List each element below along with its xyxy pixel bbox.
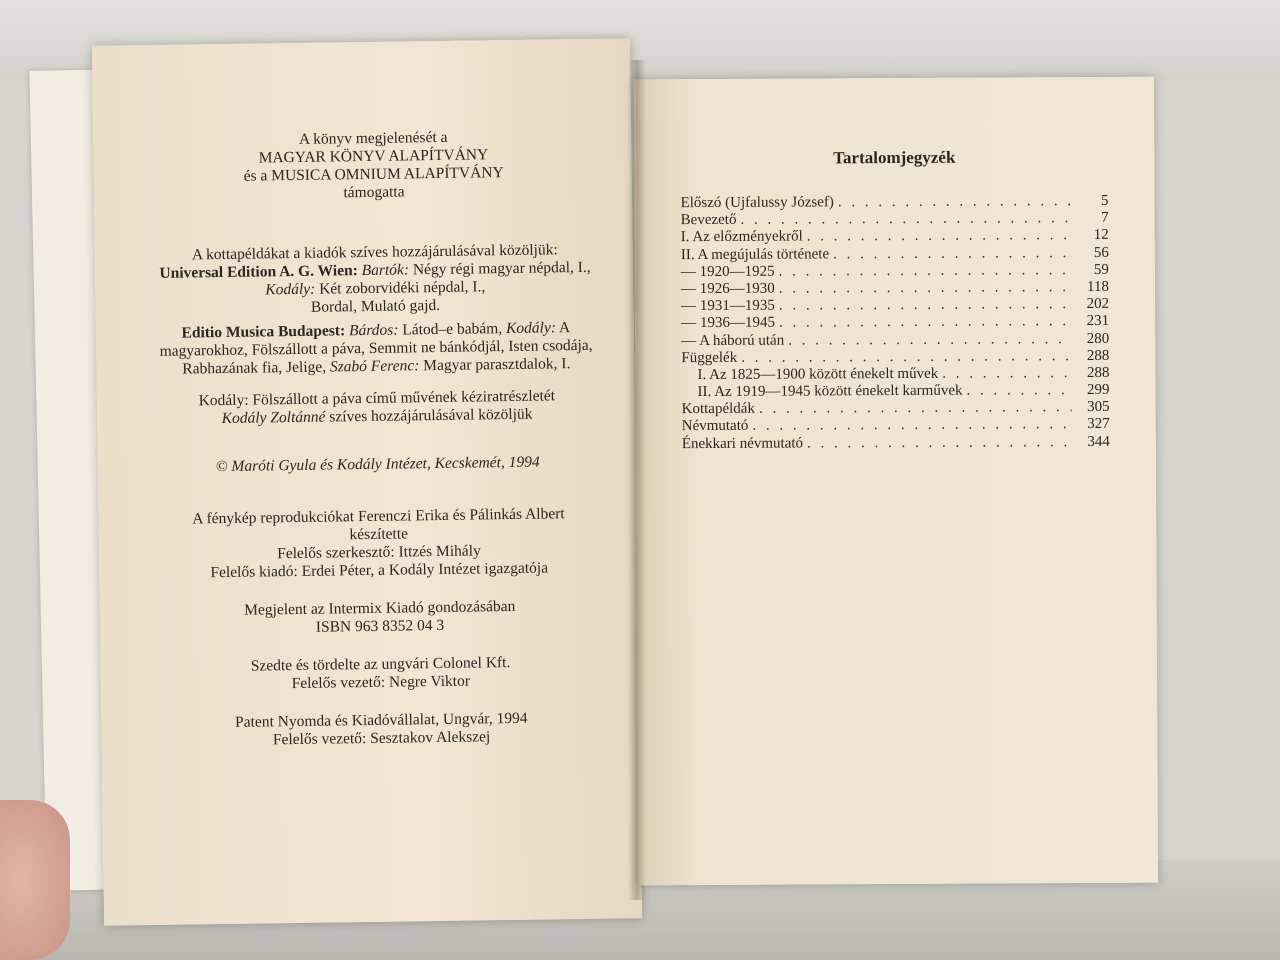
toc-leader-dots (779, 279, 1071, 298)
toc-entry-label: Függelék (681, 349, 738, 366)
toc-entry-label: — A háború után (681, 332, 785, 349)
publisher-responsible: Felelős kiadó: Erdei Péter, a Kodály Intézet igazgatója (210, 559, 549, 582)
holding-finger (0, 800, 70, 960)
support-intro: A könyv megjelenését a (298, 128, 448, 148)
book-gutter (628, 60, 646, 900)
typeset-block (160, 653, 600, 695)
toc-entry (682, 399, 1110, 418)
permissions-intro: A kottapéldákat a kiadók szíves hozzájárulásával közöljük: (191, 241, 558, 264)
toc-leader-dots (942, 365, 1071, 383)
emb-composer-3: Szabó Ferenc: (329, 357, 420, 376)
toc-entry-page: 118 (1086, 278, 1110, 295)
toc-leader-dots (966, 382, 1071, 400)
editor: Felelős szerkesztő: Ittzés Mihály (277, 542, 481, 563)
toc-list (681, 193, 1110, 453)
toc-leader-dots (779, 313, 1071, 332)
typeset-head: Felelős vezető: Negre Viktor (291, 672, 471, 693)
ue-works-1: Négy régi magyar népdal, I., (412, 258, 591, 279)
toc-entry-page: 280 (1086, 330, 1110, 347)
toc-entry-label: — 1920—1925 (680, 263, 775, 280)
toc-entry-label: Bevezető (680, 212, 737, 229)
toc-entry-page: 344 (1087, 433, 1110, 450)
printed-by: Patent Nyomda és Kiadóvállalat, Ungvár, 1994 (234, 709, 528, 731)
toc-entry (681, 227, 1109, 246)
emb-works-2: A magyarokhoz, Fölszállott a páva, Semmit ne bánkódjál, Isten csodája, Rabhazának fia, Jelige, (159, 319, 593, 378)
toc-entry-page: 59 (1093, 261, 1109, 278)
toc-entry-page: 288 (1086, 364, 1110, 381)
manuscript-name: Kodály Zoltánné (221, 408, 326, 428)
emb-composer-1: Bárdos: (348, 321, 399, 340)
toc-entry-label: Énekkari névmutató (681, 435, 804, 452)
manuscript-line-2: szíves hozzájárulásával közöljük (329, 405, 533, 426)
emb-publisher: Editio Musica Budapest: (181, 322, 346, 342)
toc-entry-page: 56 (1093, 244, 1109, 261)
toc-entry-page: 288 (1086, 347, 1110, 364)
right-page (634, 77, 1158, 886)
toc-entry-label: II. A megújulás története (680, 245, 830, 263)
emb-composer-2: Kodály: (505, 319, 557, 338)
toc-entry-label: I. Az előzményekről (680, 228, 803, 246)
toc-entry-label: Kottapéldák (681, 400, 755, 418)
ue-composer-1: Bartók: (361, 261, 410, 280)
copyright: © Maróti Gyula és Kodály Intézet, Kecskemét, 1994 (215, 453, 540, 476)
manuscript-line-1: Kodály: Fölszállott a páva című művének kéziratrészletét (198, 387, 556, 410)
left-page (92, 38, 642, 925)
toc-entry-label: — 1931—1935 (681, 297, 775, 315)
toc-entry-page: 5 (1100, 192, 1109, 209)
table-of-contents (680, 147, 1110, 453)
toc-entry-label: Előszó (Ujfalussy József) (680, 194, 834, 212)
toc-entry-page: 202 (1086, 296, 1110, 313)
support-block (153, 127, 594, 205)
photo-credit-2: készítette (349, 525, 409, 544)
toc-leader-dots (833, 245, 1071, 263)
toc-entry (681, 330, 1109, 349)
toc-leader-dots (838, 193, 1071, 211)
isbn: ISBN 963 8352 04 3 (315, 616, 445, 636)
published-by: Megjelent az Intermix Kiadó gondozásában (244, 597, 516, 619)
toc-leader-dots (807, 227, 1071, 246)
photo-credit-1: A fénykép reprodukciókat Ferenczi Erika és Pálinkás Albert (192, 505, 565, 528)
ue-composer-2: Kodály: (265, 280, 316, 299)
toc-entry-page: 305 (1087, 399, 1110, 416)
toc-leader-dots (741, 348, 1071, 367)
emb-works-3: Magyar parasztdalok, I. (423, 355, 571, 375)
toc-entry (681, 382, 1109, 401)
toc-entry-label: — 1936—1945 (681, 314, 775, 332)
emb-line (156, 319, 597, 379)
toc-entry-page: 231 (1086, 313, 1110, 330)
toc-entry (681, 348, 1109, 367)
publishing-block (160, 597, 600, 639)
toc-entry (682, 416, 1110, 435)
manuscript-block (157, 387, 597, 429)
toc-entry-page: 7 (1101, 210, 1109, 227)
print-block (161, 709, 601, 751)
toc-leader-dots (759, 399, 1072, 418)
ue-works-2: Két zoborvidéki népdal, I., (319, 278, 486, 298)
toc-entry (681, 193, 1109, 212)
credits-block (158, 505, 599, 583)
print-head: Felelős vezető: Sesztakov Alekszej (272, 728, 491, 749)
toc-entry-page: 299 (1086, 381, 1110, 399)
toc-entry (681, 244, 1109, 263)
toc-entry (681, 279, 1109, 298)
ue-publisher: Universal Edition A. G. Wien: (159, 262, 358, 282)
toc-entry-label: — 1926—1930 (680, 280, 775, 298)
toc-entry (681, 210, 1109, 229)
toc-entry (681, 313, 1109, 332)
toc-entry (681, 365, 1109, 384)
toc-entry-page: 327 (1087, 416, 1110, 433)
toc-leader-dots (788, 331, 1071, 350)
toc-entry-page: 12 (1093, 227, 1109, 244)
toc-title: Tartalomjegyzék (833, 147, 956, 168)
toc-entry-label: I. Az 1825—1900 között énekelt művek (697, 365, 939, 383)
foundation-1: MAGYAR KÖNYV ALAPÍTVÁNY (258, 146, 489, 167)
toc-leader-dots (807, 434, 1072, 453)
toc-entry-label: II. Az 1919—1945 között énekelt karművek (697, 382, 963, 401)
typeset-by: Szedte és tördelte az ungvári Colonel Kft. (250, 654, 511, 675)
toc-entry (681, 296, 1109, 315)
permissions-block (155, 241, 597, 379)
emb-works-1: Látod–e babám, (402, 320, 503, 339)
toc-leader-dots (740, 210, 1070, 229)
toc-leader-dots (752, 417, 1071, 436)
toc-leader-dots (779, 296, 1071, 315)
ue-works-3: Bordal, Mulató gajd. (310, 296, 441, 316)
toc-leader-dots (779, 262, 1071, 281)
ue-line (155, 259, 595, 301)
foundation-2: és a MUSICA OMNIUM ALAPÍTVÁNY (243, 164, 504, 185)
support-verb: támogatta (343, 183, 405, 202)
toc-entry-label: Névmutató (681, 418, 749, 435)
imprint-text (153, 127, 602, 765)
toc-entry (681, 262, 1109, 281)
toc-entry (682, 434, 1110, 453)
copyright-block (158, 453, 598, 477)
